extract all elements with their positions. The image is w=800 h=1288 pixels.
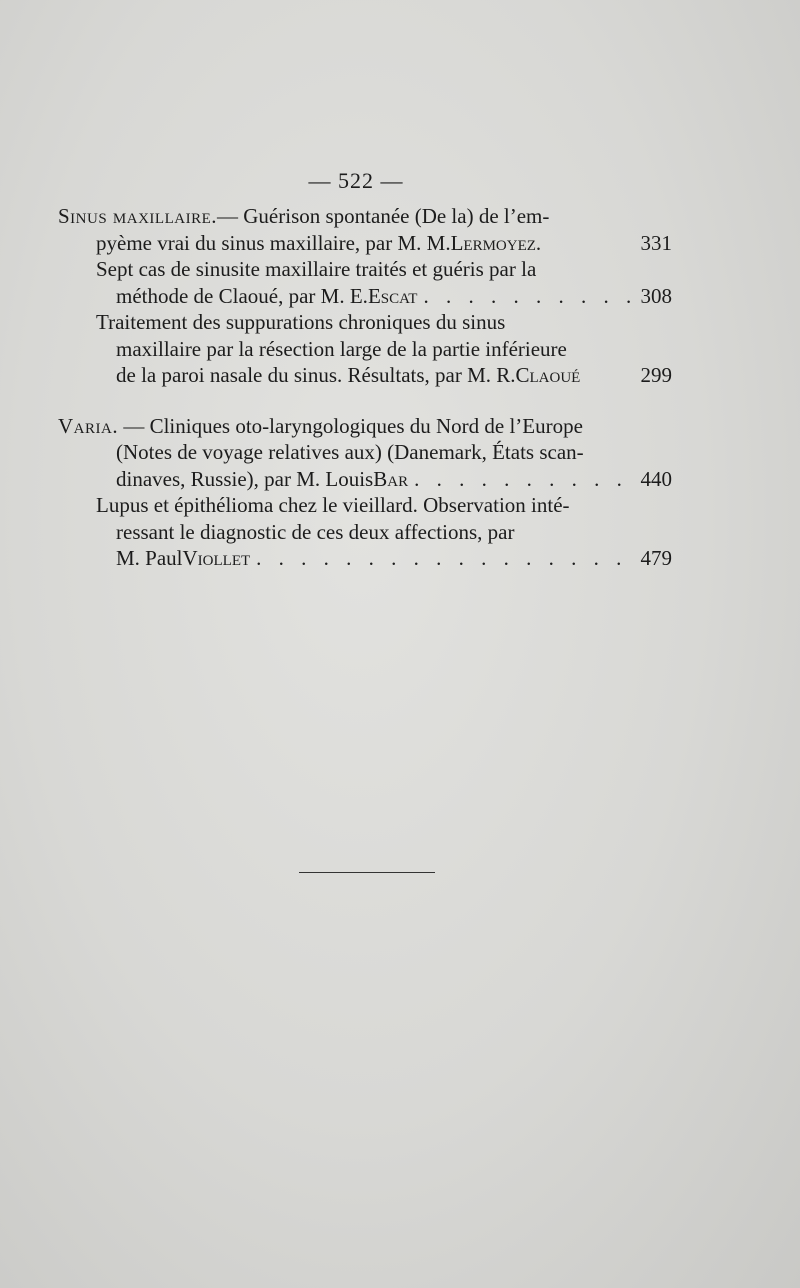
entry-text: Traitement des suppurations chroniques du sinus — [96, 310, 506, 334]
entry-text: dinaves, Russie), par M. Louis — [116, 466, 374, 491]
entry-text: — Guérison spontanée (De la) de l’em- — [217, 204, 550, 228]
author-name: Viollet — [182, 546, 251, 570]
entry-line — [58, 309, 672, 336]
author-name: Claoué — [515, 363, 581, 387]
entry-last-line — [58, 362, 672, 389]
entry-line — [58, 256, 672, 283]
leader-dots — [408, 466, 634, 493]
entry-line — [58, 413, 672, 440]
entry-text: M. Paul — [116, 546, 183, 570]
entry-last-line — [58, 230, 672, 257]
entry-suffix: . — [535, 230, 542, 255]
leader-dots — [250, 545, 634, 572]
entry-text: méthode de Claoué, par M. E. — [116, 283, 368, 308]
section-heading: Sinus maxillaire. — [58, 204, 217, 228]
author-name: Escat — [367, 283, 418, 308]
author-name: Bar — [373, 466, 409, 491]
entry-last-line — [58, 283, 672, 310]
entry-line — [58, 519, 672, 546]
page-number: — 522 — — [308, 168, 404, 193]
entry-text: de la paroi nasale du sinus. Résultats, par M. R. — [116, 363, 516, 387]
section-varia — [58, 413, 672, 572]
entry-line — [58, 492, 672, 519]
leader-dots — [417, 283, 634, 310]
entry-text: (Notes de voyage relatives aux) (Danemark, États scan- — [116, 440, 584, 464]
section-heading: Varia. — [58, 413, 119, 438]
entry-last-line — [58, 545, 672, 572]
author-name: Lermoyez — [450, 230, 536, 255]
entry-text: ressant le diagnostic de ces deux affections, par — [116, 519, 515, 544]
page-reference: 479 — [640, 546, 672, 570]
entry-text: maxillaire par la résection large de la partie inférieure — [116, 336, 567, 361]
section-sinus-maxillaire — [58, 203, 672, 389]
entry-line — [58, 439, 672, 466]
page-reference: 440 — [640, 466, 672, 491]
entry-line — [58, 203, 672, 230]
entry-text: — Cliniques oto-laryngologiques du Nord de l’Europe — [118, 413, 583, 438]
entry-line — [58, 336, 672, 363]
entry-text: Lupus et épithélioma chez le vieillard. Observation inté- — [96, 493, 570, 517]
page-reference: 308 — [640, 283, 672, 308]
entry-last-line — [58, 466, 672, 493]
section-divider-rule — [299, 872, 435, 873]
entry-text: pyème vrai du sinus maxillaire, par M. M. — [96, 230, 451, 255]
page-reference: 299 — [640, 363, 672, 387]
index-content — [58, 203, 672, 572]
page-reference: 331 — [640, 230, 672, 255]
entry-text: Sept cas de sinusite maxillaire traités et guéris par la — [96, 257, 537, 281]
